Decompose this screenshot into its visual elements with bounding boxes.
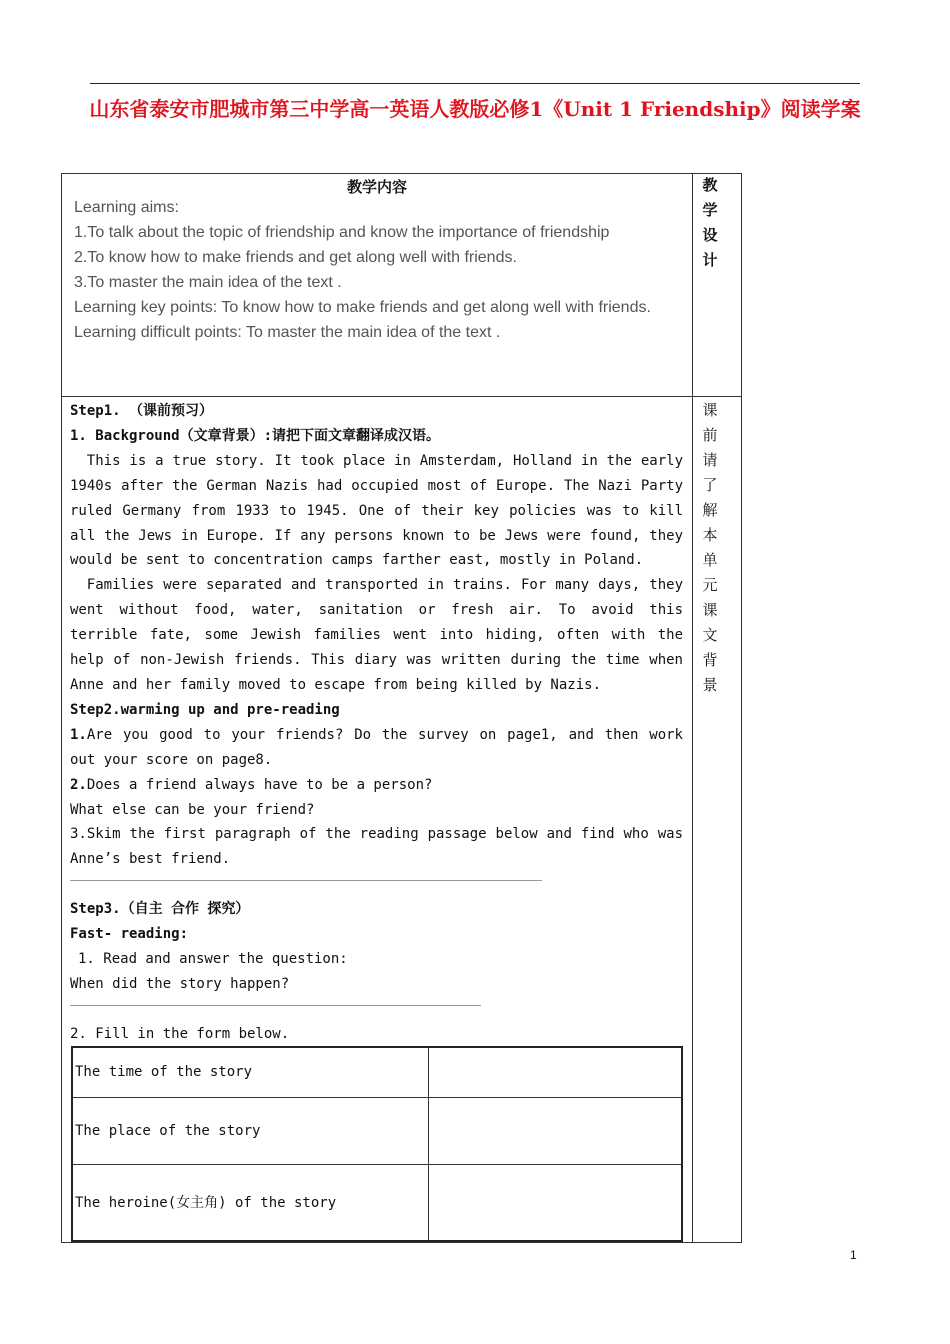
- aims-line: 1.To talk about the topic of friendship and know the importance of friendship: [74, 224, 610, 241]
- step2-question-1: 1.Are you good to your friends? Do the survey on page1, and then work out your score on page8.: [70, 726, 683, 768]
- step3-question-2: 2. Fill in the form below.: [70, 1025, 290, 1042]
- aims-line: Learning aims:: [74, 199, 179, 216]
- form-answer-cell[interactable]: [429, 1164, 683, 1241]
- step1-heading: Step1. （课前预习）: [70, 403, 214, 419]
- form-label: The time of the story: [72, 1047, 429, 1097]
- step2-question-3: 3.Skim the first paragraph of the reading passage below and find who was Anne’s best friend.: [70, 826, 683, 868]
- design-column-header: 教 学 设 计: [702, 176, 718, 269]
- story-form: [71, 1046, 683, 1242]
- header-rule: [90, 83, 860, 84]
- content-column-header: 教学内容: [346, 178, 407, 196]
- step2-heading: Step2.warming up and pre-reading: [70, 701, 340, 718]
- background-paragraph-2: Families were separated and transported in trains. For many days, they went without food, water, sanitation or fresh air. To avoid this terrible fate, some Jewish families went into hiding, often with the help of non-Jewish friends. This diary was written during the time when Anne and her family moved to escape from being killed by Nazis.: [70, 577, 683, 693]
- step2-question-2b: What else can be your friend?: [70, 801, 315, 818]
- aims-line: 2.To know how to make friends and get along well with friends.: [74, 249, 517, 266]
- learning-aims: [74, 195, 690, 345]
- form-label: The heroine(女主角) of the story: [72, 1164, 429, 1241]
- document-title: 山东省泰安市肥城市第三中学高一英语人教版必修1《Unit 1 Friendship》阅读学案: [89, 97, 861, 121]
- form-row: [72, 1097, 682, 1164]
- background-paragraph-1: This is a true story. It took place in Amsterdam, Holland in the early 1940s after the German Nazis had occupied most of Europe. The Nazi Party ruled Germany from 1933 to 1945. One of their key policies was to kill all the Jews in Europe. If any persons known to be Jews were found, they would be sent to concentration camps farther east, mostly in Poland.: [70, 452, 683, 569]
- form-answer-cell[interactable]: [429, 1097, 683, 1164]
- fast-reading-heading: Fast- reading:: [70, 926, 189, 943]
- aims-line: Learning difficult points: To master the main idea of the text .: [74, 324, 501, 341]
- form-label: The place of the story: [72, 1097, 429, 1164]
- page-number: 1: [850, 1248, 857, 1262]
- form-row: [72, 1164, 682, 1241]
- form-row: [72, 1047, 682, 1097]
- step3-heading: Step3.（自主 合作 探究）: [70, 901, 250, 918]
- answer-line[interactable]: [70, 880, 542, 881]
- background-heading: 1. Background（文章背景）:请把下面文章翻译成汉语。: [70, 427, 441, 444]
- answer-line[interactable]: [70, 1005, 481, 1006]
- aims-line: 3.To master the main idea of the text .: [74, 274, 342, 291]
- table-column-divider: [692, 173, 693, 1242]
- form-answer-cell[interactable]: [429, 1047, 683, 1097]
- table-row-divider: [61, 396, 742, 397]
- lesson-body: [70, 399, 683, 1047]
- step3-question-1b: When did the story happen?: [70, 975, 290, 992]
- side-note: 课 前 请 了 解 本 单 元 课 文 背 景: [702, 401, 718, 694]
- step3-question-1: 1. Read and answer the question:: [78, 951, 348, 968]
- aims-line: Learning key points: To know how to make friends and get along well with friends.: [74, 299, 651, 316]
- step2-question-2: 2.Does a friend always have to be a person?: [70, 776, 433, 793]
